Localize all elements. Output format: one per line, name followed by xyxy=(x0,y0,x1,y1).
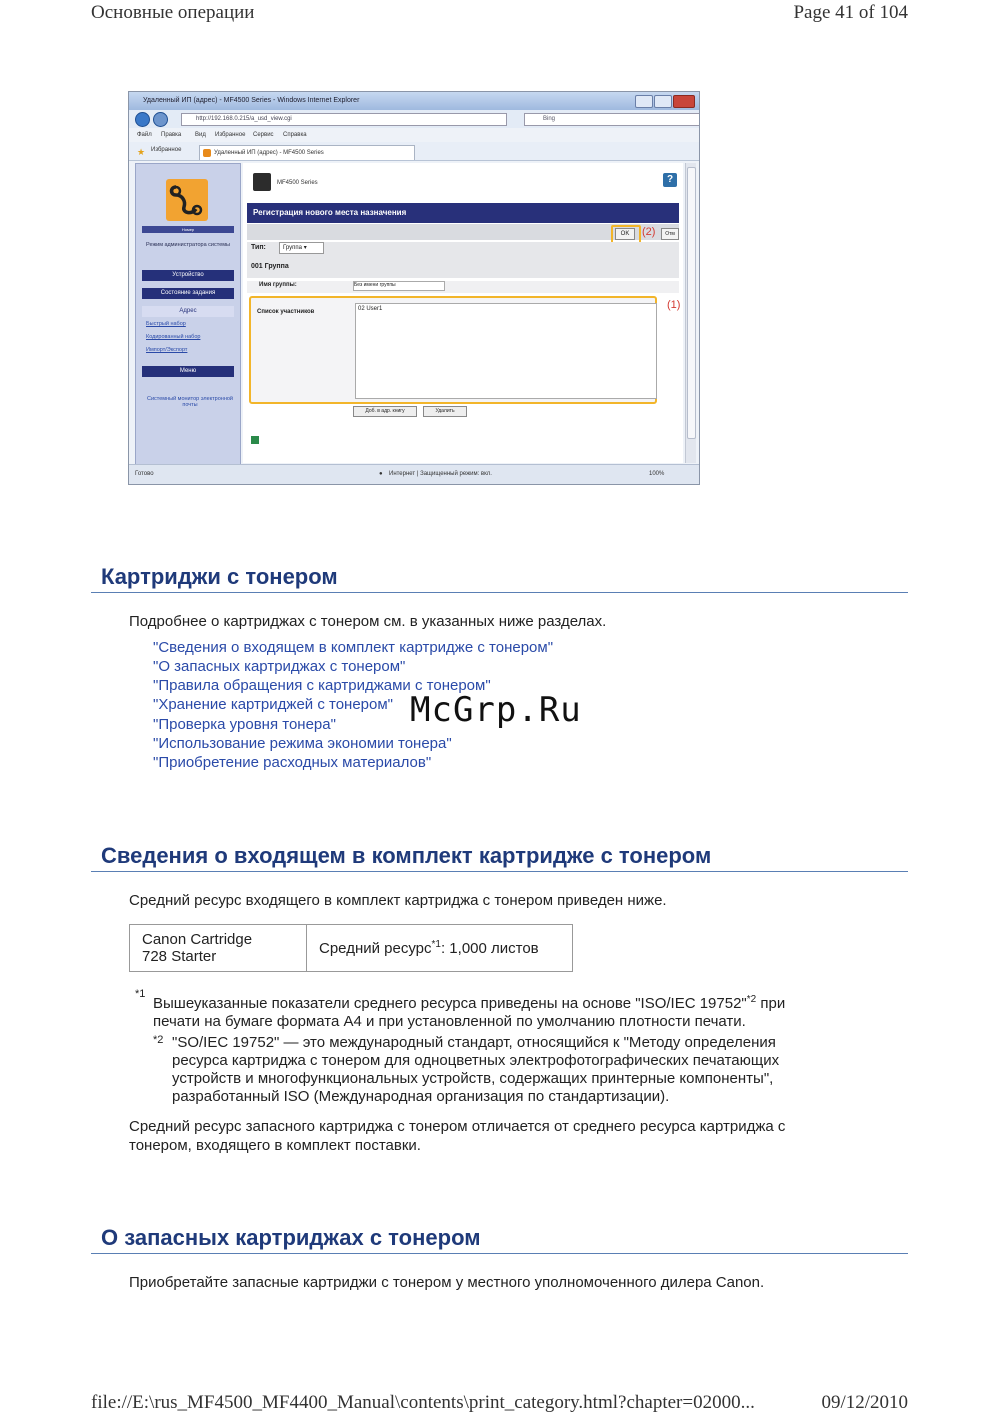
back-icon[interactable] xyxy=(135,112,150,127)
zone-text: Интернет | Защищенный режим: вкл. xyxy=(389,471,492,477)
menu-help[interactable]: Справка xyxy=(283,132,307,138)
sidebar-link-import-export[interactable]: Импорт/Экспорт xyxy=(146,347,188,353)
close-button[interactable] xyxy=(673,95,695,108)
menu-edit[interactable]: Правка xyxy=(161,132,182,138)
cartridge-name-line2: 728 Starter xyxy=(142,948,217,965)
content-area xyxy=(243,163,683,463)
registration-title: Регистрация нового места назначения xyxy=(247,203,679,223)
footnote-2-line4: разработанный ISO (Международная организация по стандартизации). xyxy=(172,1088,670,1105)
menu-bar xyxy=(129,128,699,142)
sidebar-link-speed-dial[interactable]: Быстрый набор xyxy=(146,321,186,327)
sidebar-link-system-monitor[interactable]: Системный монитор электронной почты xyxy=(147,396,233,408)
scrollbar-thumb[interactable] xyxy=(687,167,696,439)
search-input[interactable]: Bing xyxy=(524,113,700,126)
favorites-label[interactable]: Избранное xyxy=(151,147,182,153)
favorites-bar xyxy=(129,142,699,161)
page-number: Page 41 of 104 xyxy=(793,2,908,23)
table-cell-yield xyxy=(307,925,573,972)
starter-intro: Средний ресурс входящего в комплект картриджа с тонером приведен ниже. xyxy=(129,892,667,909)
forward-icon[interactable] xyxy=(153,112,168,127)
window-titlebar xyxy=(129,92,699,110)
page-icon xyxy=(251,436,259,444)
maximize-button[interactable] xyxy=(654,95,672,108)
section-title-spare: О запасных картриджах с тонером xyxy=(101,1225,481,1250)
list-item[interactable]: 02 User1 xyxy=(358,306,383,312)
chevron-down-icon: ▾ xyxy=(303,245,307,251)
address-bar xyxy=(129,110,699,128)
browser-screenshot xyxy=(128,91,700,485)
status-bar xyxy=(129,464,699,485)
browser-tab[interactable]: Удаленный ИП (адрес) - MF4500 Series xyxy=(199,145,415,160)
help-icon[interactable]: ? xyxy=(663,173,677,187)
table-cell-cartridge xyxy=(130,925,307,972)
footnote-mark-2: *2 xyxy=(153,1034,164,1046)
menu-favorites[interactable]: Избранное xyxy=(215,132,246,138)
link-starter-cartridge[interactable]: "Сведения о входящем в комплект картридже с тонером" xyxy=(153,639,554,656)
link-storage[interactable]: "Хранение картриджей с тонером" xyxy=(153,696,393,713)
footnote-ref: *2 xyxy=(746,994,757,1005)
callout-1: (1) xyxy=(667,299,681,311)
footnote-mark-1: *1 xyxy=(135,988,146,1000)
menu-file[interactable]: Файл xyxy=(137,132,152,138)
sidebar-item-device[interactable]: Устройство xyxy=(142,270,234,281)
sidebar-link-coded-dial[interactable]: Кодированный набор xyxy=(146,334,201,340)
link-handling-rules[interactable]: "Правила обращения с картриджами с тонером" xyxy=(153,677,491,694)
status-text: Готово xyxy=(135,471,154,477)
section-divider xyxy=(91,592,908,593)
url-input[interactable]: http://192.168.0.215/a_usd_view.cgi xyxy=(181,113,507,126)
footnote-1-tail: при xyxy=(756,995,786,1012)
members-list[interactable] xyxy=(355,303,657,399)
spare-intro: Приобретайте запасные картриджи с тонером у местного уполномоченного дилера Canon. xyxy=(129,1274,765,1291)
group-name-row xyxy=(247,281,679,293)
star-icon: ★ xyxy=(137,147,146,157)
link-toner-save-mode[interactable]: "Использование режима экономии тонера" xyxy=(153,735,452,752)
sidebar-item-address[interactable]: Адрес xyxy=(142,306,234,317)
remote-ui-logo xyxy=(166,179,208,221)
group-name-label: Имя группы: xyxy=(259,282,297,288)
spare-yield-line2: тонером, входящего в комплект поставки. xyxy=(129,1137,421,1154)
sidebar-item-menu[interactable]: Меню xyxy=(142,366,234,377)
page-header-title: Основные операции xyxy=(91,2,255,23)
ok-button[interactable]: OK xyxy=(615,228,635,240)
series-label: MF4500 Series xyxy=(277,180,318,186)
members-label: Список участников xyxy=(257,309,315,315)
watermark: McGrp.Ru xyxy=(410,690,582,730)
admin-mode-text: Режим администратора системы xyxy=(146,242,230,248)
sidebar-item-job-status[interactable]: Состояние задания xyxy=(142,288,234,299)
menu-tools[interactable]: Сервис xyxy=(253,132,274,138)
spare-yield-line1: Средний ресурс запасного картриджа с тонером отличается от среднего ресурса картриджа с xyxy=(129,1118,786,1135)
footnote-1-text: Вышеуказанные показатели среднего ресурса приведены на основе "ISO/IEC 19752" xyxy=(153,995,747,1012)
link-spare-cartridges[interactable]: "О запасных картриджах с тонером" xyxy=(153,658,406,675)
callout-2: (2) xyxy=(642,226,656,238)
type-select-value: Группа xyxy=(283,245,303,251)
cartridges-intro: Подробнее о картриджах с тонером см. в указанных ниже разделах. xyxy=(129,613,607,630)
sidebar xyxy=(135,163,241,465)
window-title: Удаленный ИП (адрес) - MF4500 Series - Windows Internet Explorer xyxy=(143,97,360,104)
footnote-1-line2: печати на бумаге формата A4 и при установленной по умолчанию плотности печати. xyxy=(153,1013,746,1030)
type-label: Тип: xyxy=(251,244,266,251)
cancel-button[interactable]: Отм xyxy=(661,228,679,240)
yield-table xyxy=(129,924,573,972)
globe-icon: ● xyxy=(379,471,383,477)
page-footer-date: 09/12/2010 xyxy=(821,1392,908,1413)
cartridge-name-line1: Canon Cartridge xyxy=(142,931,253,948)
printer-icon xyxy=(253,173,271,191)
section-title-cartridges: Картриджи с тонером xyxy=(101,564,338,589)
footnote-2-line2: ресурса картриджа с тонером для одноцветных электрофотографических печатающих xyxy=(172,1052,780,1069)
table-row xyxy=(130,925,573,972)
minimize-button[interactable] xyxy=(635,95,653,108)
link-buy-consumables[interactable]: "Приобретение расходных материалов" xyxy=(153,754,432,771)
group-label: 001 Группа xyxy=(251,263,289,270)
menu-view[interactable]: Вид xyxy=(195,132,206,138)
link-check-toner-level[interactable]: "Проверка уровня тонера" xyxy=(153,716,336,733)
yield-value: : 1,000 листов xyxy=(440,940,539,957)
zoom-level[interactable]: 100% xyxy=(649,471,665,477)
yield-label: Средний ресурс xyxy=(319,940,432,957)
footnote-1-line1 xyxy=(153,994,785,1012)
section-divider xyxy=(91,871,908,872)
page-footer-path: file://E:\rus_MF4500_MF4400_Manual\contents\print_category.html?chapter=02000... xyxy=(91,1392,755,1413)
delete-button[interactable]: Удалить xyxy=(423,406,467,417)
footnote-2-line3: устройств и многофункциональных устройств, содержащих принтерные компоненты", xyxy=(172,1070,774,1087)
vertical-scrollbar[interactable] xyxy=(685,163,696,463)
section-title-starter: Сведения о входящем в комплект картридже с тонером xyxy=(101,843,712,868)
footnote-ref: *1 xyxy=(431,939,441,950)
section-divider xyxy=(91,1253,908,1254)
sidebar-top-bar: Номер xyxy=(142,226,234,233)
type-select[interactable] xyxy=(279,242,324,254)
footnote-2-line1: "SO/IEC 19752" — это международный стандарт, относящийся к "Методу определения xyxy=(172,1034,776,1051)
add-to-address-book-button[interactable]: Доб. в адр. книгу xyxy=(353,406,417,417)
group-name-input[interactable]: Без имени группы xyxy=(353,281,445,291)
